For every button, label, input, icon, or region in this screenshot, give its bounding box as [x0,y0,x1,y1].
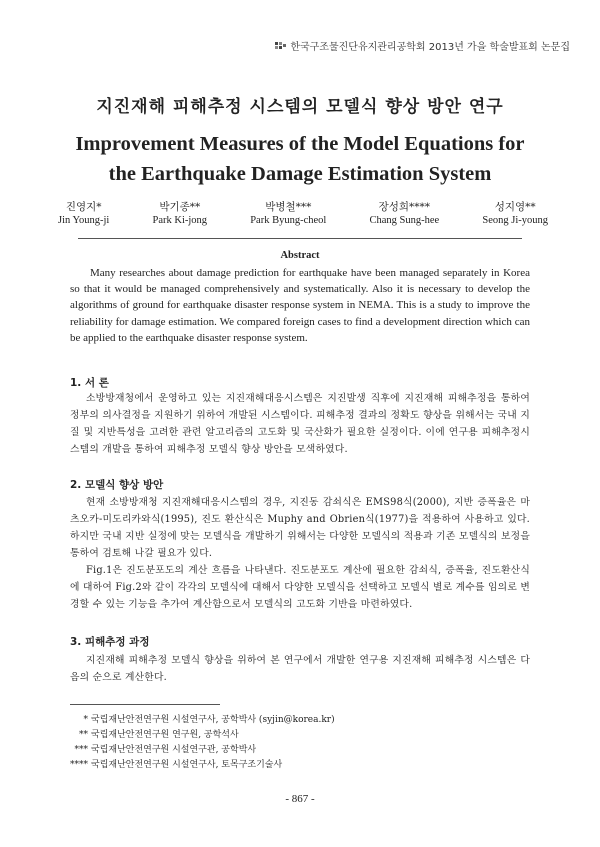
footnote [60,713,335,728]
author-name-korean: 장성희**** [378,201,431,213]
footnote-mark: ** [79,730,88,740]
author-name-korean: 성지영** [494,201,536,213]
author-name-english: Park Byung-cheol [250,215,327,226]
paper-title-english: Improvement Measures of the Model Equations for the Earthquake Damage Estimation System [75,133,525,185]
running-header [275,38,570,53]
author [482,200,548,228]
paper-title-korean: 지진재해 피해추정 시스템의 모델식 향상 방안 연구 [96,97,504,117]
author-name-korean: 박병철*** [265,201,312,213]
author-name-english: Seong Ji-young [482,215,548,226]
section-paragraph: Fig.1은 진도분포도의 계산 흐름을 나타낸다. 진도분포도 계산에 필요한 감쇠식, 증폭율, 진도환산식에 대하여 Fig.2와 같이 각각의 모델식에 대해서 다양한 모델식을 선택하고 모델식 별로 계수를 임의로 변경할 수 있는 기능을 추가여 계산함으로서 모델식의 고도화 기반을 마련하였다. [70,565,530,610]
footnote [60,758,335,773]
section-paragraph: 소방방재청에서 운영하고 있는 지진재해대응시스템은 지진발생 직후에 지진재해 피해추정을 통하여 정부의 의사결정을 지원하기 위하여 개발된 시스템이다. 피해추정 결과의 정확도 향상을 위해서는 국내 지질 및 지반특성을 고려한 관련 알고리즘의 고도화 및 국산화가 필요한 실정이다. 이에 연구용 피해추정시스템의 개발을 통하여 피해추정 모델식 향상 방안을 모색하였다. [70,393,530,455]
divider [78,238,522,239]
author [250,200,326,228]
author-name-korean: 박기종** [159,201,201,213]
footnote-mark: * [83,715,88,725]
section-paragraph: 지진재해 피해추정 모델식 향상을 위하여 본 연구에서 개발한 연구용 지진재해 피해추정 시스템은 다음의 순으로 계산한다. [70,655,530,683]
author-name-english: Chang Sung-hee [369,215,440,226]
author-name-english: Park Ki-jong [152,215,208,226]
footnote-mark: *** [74,745,88,755]
abstract-heading: Abstract [280,250,320,261]
footnote-divider [70,704,220,705]
author-name-english: Jin Young-ji [58,215,110,226]
footnote-text: 국립재난안전연구원 시설연구사, 공학박사 (syjin@korea.kr) [91,715,335,725]
footnote-mark: **** [70,760,88,770]
logo-icon [275,41,287,51]
author-name-korean: 진영지* [65,201,102,213]
section-paragraph: 현재 소방방재청 지진재해대응시스템의 경우, 지진동 감쇠식은 EMS98식(2000), 지반 증폭율은 마츠오카-미도리카와식(1995), 진도 환산식은 Muphy and Obrien식(1977)을 적용하여 사용하고 있다. 하지만 국내 지반 실정에 맞는 모델식을 개발하기 위해서는 다양한 모델식의 적용과 기존 모델식의 보정을 통하여 검토해 나갈 필요가 있다. [70,497,530,559]
author-list [58,200,548,228]
footnote-text: 국립재난안전연구원 시설연구사, 토목구조기술사 [91,760,283,770]
footnote-text: 국립재난안전연구원 연구원, 공학석사 [91,730,239,740]
section-heading: 1. 서 론 [70,377,109,389]
section-heading: 2. 모델식 향상 방안 [70,479,164,491]
footnotes [60,713,335,773]
author [370,200,440,228]
section-heading: 3. 피해추정 과정 [70,636,150,648]
footnote [60,728,335,743]
abstract-text: Many researches about damage prediction for earthquake have been managed separately in Korea so that it would be managed comprehensively and systematically. Also it is necessary to develop the algorithms of ground for earthquake disaster response system in NEMA. This is a study to improve the reliability for damage estimation. We compared foreign cases to find a development direction which can be applied to the earthquake disaster response system. [70,267,530,344]
author [58,200,109,228]
footnote-text: 국립재난안전연구원 시설연구관, 공학박사 [91,745,257,755]
footnote [60,743,335,758]
header-text: 한국구조물진단유지관리공학회 2013년 가을 학술발표회 논문집 [290,42,570,53]
author [153,200,208,228]
page-number: - 867 - [285,793,315,805]
